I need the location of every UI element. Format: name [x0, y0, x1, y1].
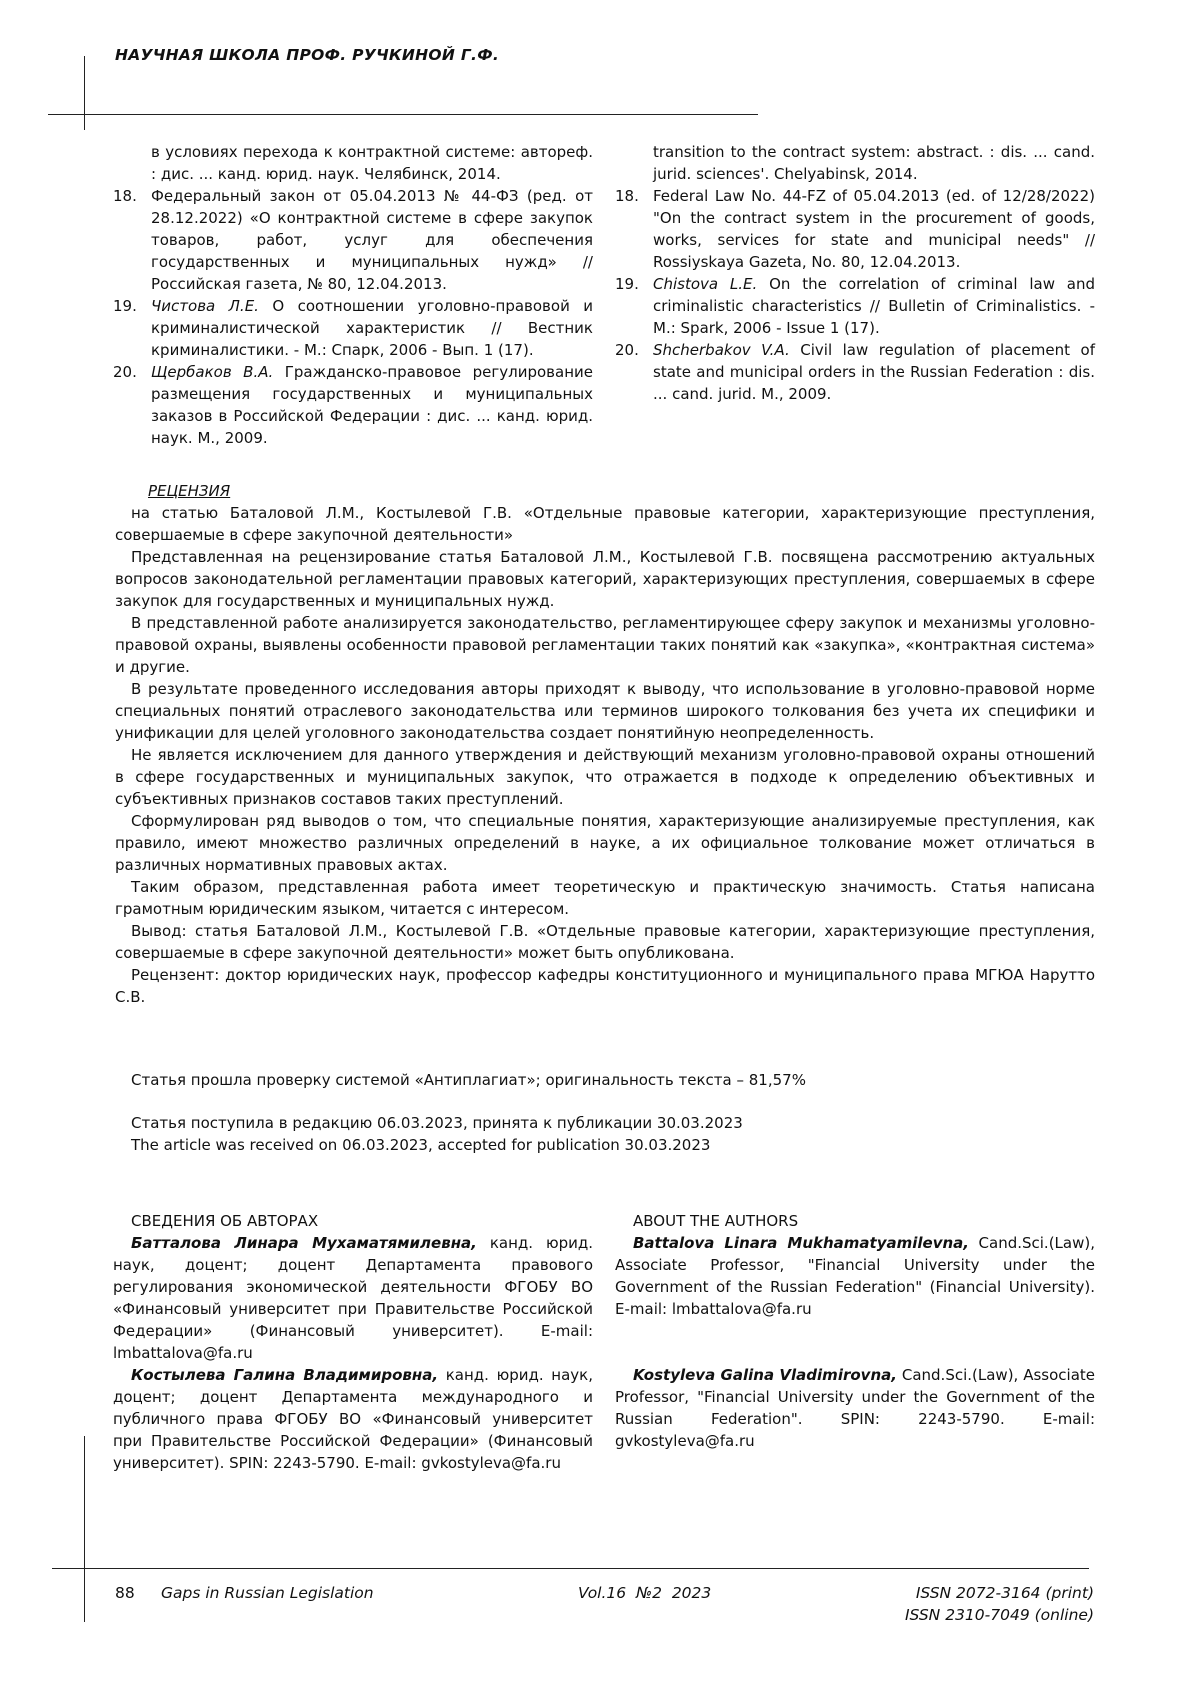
reference-continuation — [113, 141, 593, 185]
footer-rule — [52, 1568, 1089, 1569]
reference-item — [615, 339, 1095, 405]
review-paragraph: В результате проведенного исследования авторы приходят к выводу, что использование в уголовно-правовой норме специальных понятий отраслевого законодательства или терминов широкого толкования без учета их специфики и унификации для целей уголовного законодательства создает понятийную неопределенность. — [115, 680, 1095, 742]
reference-number: 20. — [615, 341, 639, 359]
reference-number: 20. — [113, 363, 137, 381]
author-entry — [113, 1232, 593, 1364]
review-section — [115, 480, 1095, 1008]
author-name: Kostyleva Galina Vladimirovna, — [633, 1366, 897, 1384]
reference-item — [615, 273, 1095, 339]
reference-number: 19. — [615, 275, 639, 293]
review-paragraph: Сформулирован ряд выводов о том, что специальные понятия, характеризующие анализируемые преступления, как правило, имеют множество различных определений в науке, а их официальное толкование может отличаться в различных нормативных правовых актах. — [115, 812, 1095, 874]
left-margin-rule-top — [84, 56, 85, 130]
author-name: Батталова Линара Мухаматямилевна, — [131, 1234, 477, 1252]
reference-number: 18. — [113, 187, 137, 205]
authors-heading: СВЕДЕНИЯ ОБ АВТОРАХ — [131, 1212, 319, 1230]
reference-author: Чистова Л.Е. — [151, 297, 259, 315]
reference-text: Federal Law No. 44-FZ of 05.04.2013 (ed. of 12/28/2022) "On the contract system in the procurement of goods, works, services for state and municipal needs" // Rossiyskaya Gazeta, No. 80, 12.04.2013. — [653, 187, 1095, 271]
authors-ru — [113, 1210, 593, 1474]
issn-print: ISSN 2072-3164 (print) — [915, 1584, 1094, 1602]
review-paragraph: Рецензент: доктор юридических наук, профессор кафедры конституционного и муниципального права МГЮА Нарутто С.В. — [115, 966, 1095, 1006]
reference-item — [615, 185, 1095, 273]
reference-number: 18. — [615, 187, 639, 205]
authors-en — [615, 1210, 1095, 1452]
header-rule — [48, 114, 758, 115]
left-margin-rule-bottom — [84, 1436, 85, 1622]
reference-text: transition to the contract system: abstract. : dis. ... cand. jurid. sciences'. Chelyabinsk, 2014. — [653, 143, 1095, 183]
reference-item — [113, 295, 593, 361]
author-info: канд. юрид. наук, доцент; доцент Департамента правового регулирования экономической деятельности ФГОБУ ВО «Финансовый университет при Правительстве Российской Федерации» (Финансовый университет). E-mail: lmbattalova@fa.ru — [113, 1234, 593, 1362]
issn-online: ISSN 2310-7049 (online) — [904, 1606, 1094, 1624]
review-paragraph: Представленная на рецензирование статья Баталовой Л.М., Костылевой Г.В. посвящена рассмотрению актуальных вопросов законодательной регламентации правовых категорий, характеризующих преступления, совершаемых в сфере закупок для государственных и муниципальных нужд. — [115, 548, 1095, 610]
review-paragraph: В представленной работе анализируется законодательство, регламентирующее сферу закупок и механизмы уголовно-правовой охраны, выявлены особенности правовой регламентации таких понятий как «закупка», «контрактная система» и другие. — [115, 614, 1095, 676]
reference-author: Щербаков В.А. — [151, 363, 274, 381]
authors-heading: ABOUT THE AUTHORS — [633, 1212, 799, 1230]
reference-item — [113, 185, 593, 295]
review-paragraph: Вывод: статья Баталовой Л.М., Костылевой Г.В. «Отдельные правовые категории, характеризующие преступления, совершаемые в сфере закупочной деятельности» может быть опубликована. — [115, 922, 1095, 962]
author-entry — [113, 1364, 593, 1474]
author-name: Battalova Linara Mukhamatyamilevna, — [633, 1234, 969, 1252]
reference-author: Shcherbakov V.A. — [653, 341, 790, 359]
antiplagiat-note: Статья прошла проверку системой «Антиплагиат»; оригинальность текста – 81,57% — [131, 1071, 806, 1089]
review-title: РЕЦЕНЗИЯ — [148, 482, 231, 500]
review-paragraph: на статью Баталовой Л.М., Костылевой Г.В. «Отдельные правовые категории, характеризующие преступления, совершаемые в сфере закупочной деятельности» — [115, 504, 1095, 544]
journal-name: Gaps in Russian Legislation — [161, 1584, 374, 1602]
received-note-en: The article was received on 06.03.2023, accepted for publication 30.03.2023 — [131, 1136, 711, 1154]
author-info: Cand.Sci.(Law), Associate Professor, "Financial University under the Government of the Russian Federation". SPIN: 2243-5790. E-mail: gvkostyleva@fa.ru — [615, 1366, 1096, 1450]
reference-author: Chistova L.E. — [653, 275, 758, 293]
review-paragraph: Не является исключением для данного утверждения и действующий механизм уголовно-правовой охраны отношений в сфере государственных и муниципальных закупок, что отражается в подходе к определению объективных и субъективных признаков составов таких преступлений. — [115, 746, 1095, 808]
author-info: Cand.Sci.(Law), Associate Professor, "Financial University under the Government of the Russian Federation" (Financial University). E-mail: lmbattalova@fa.ru — [615, 1234, 1095, 1318]
author-entry — [615, 1232, 1095, 1320]
reference-item — [113, 361, 593, 449]
reference-number: 19. — [113, 297, 137, 315]
references-ru — [113, 141, 593, 449]
received-note-ru: Статья поступила в редакцию 06.03.2023, принята к публикации 30.03.2023 — [131, 1114, 743, 1132]
author-info: канд. юрид. наук, доцент; доцент Департамента международного и публичного права ФГОБУ ВО «Финансовый университет при Правительстве Российской Федерации» (Финансовый университет). SPIN: 2243-5790. E-mail: gvkostyleva@fa.ru — [113, 1366, 593, 1472]
running-header: НАУЧНАЯ ШКОЛА ПРОФ. РУЧКИНОЙ Г.Ф. — [115, 46, 500, 64]
page-number: 88 — [115, 1584, 135, 1602]
reference-text: Chistova L.E. On the correlation of criminal law and criminalistic characteristics // Bulletin of Criminalistics. - M.: Spark, 2006 - Issue 1 (17). — [653, 275, 1096, 337]
issue-info: Vol.16 №2 2023 — [578, 1584, 712, 1602]
reference-text: Щербаков В.А. Гражданско-правовое регулирование размещения государственных и муниципальных заказов в Российской Федерации : дис. ... канд. юрид. наук. М., 2009. — [151, 363, 593, 447]
review-paragraph: Таким образом, представленная работа имеет теоретическую и практическую значимость. Статья написана грамотным юридическим языком, читается с интересом. — [115, 878, 1095, 918]
references-en — [615, 141, 1095, 405]
author-entry — [615, 1364, 1095, 1452]
reference-text: в условиях перехода к контрактной системе: автореф. : дис. ... канд. юрид. наук. Челябинск, 2014. — [151, 143, 593, 183]
reference-text: Федеральный закон от 05.04.2013 № 44-ФЗ (ред. от 28.12.2022) «О контрактной системе в сфере закупок товаров, работ, услуг для обеспечения государственных и муниципальных нужд» // Российская газета, № 80, 12.04.2013. — [151, 187, 593, 293]
reference-text: Чистова Л.Е. О соотношении уголовно-правовой и криминалистической характеристик // Вестник криминалистики. - М.: Спарк, 2006 - Вып. 1 (17). — [151, 297, 593, 359]
author-name: Костылева Галина Владимировна, — [131, 1366, 439, 1384]
reference-continuation — [615, 141, 1095, 185]
reference-text: Shcherbakov V.A. Civil law regulation of placement of state and municipal orders in the Russian Federation : dis. ... cand. jurid. M., 2009. — [653, 341, 1096, 403]
